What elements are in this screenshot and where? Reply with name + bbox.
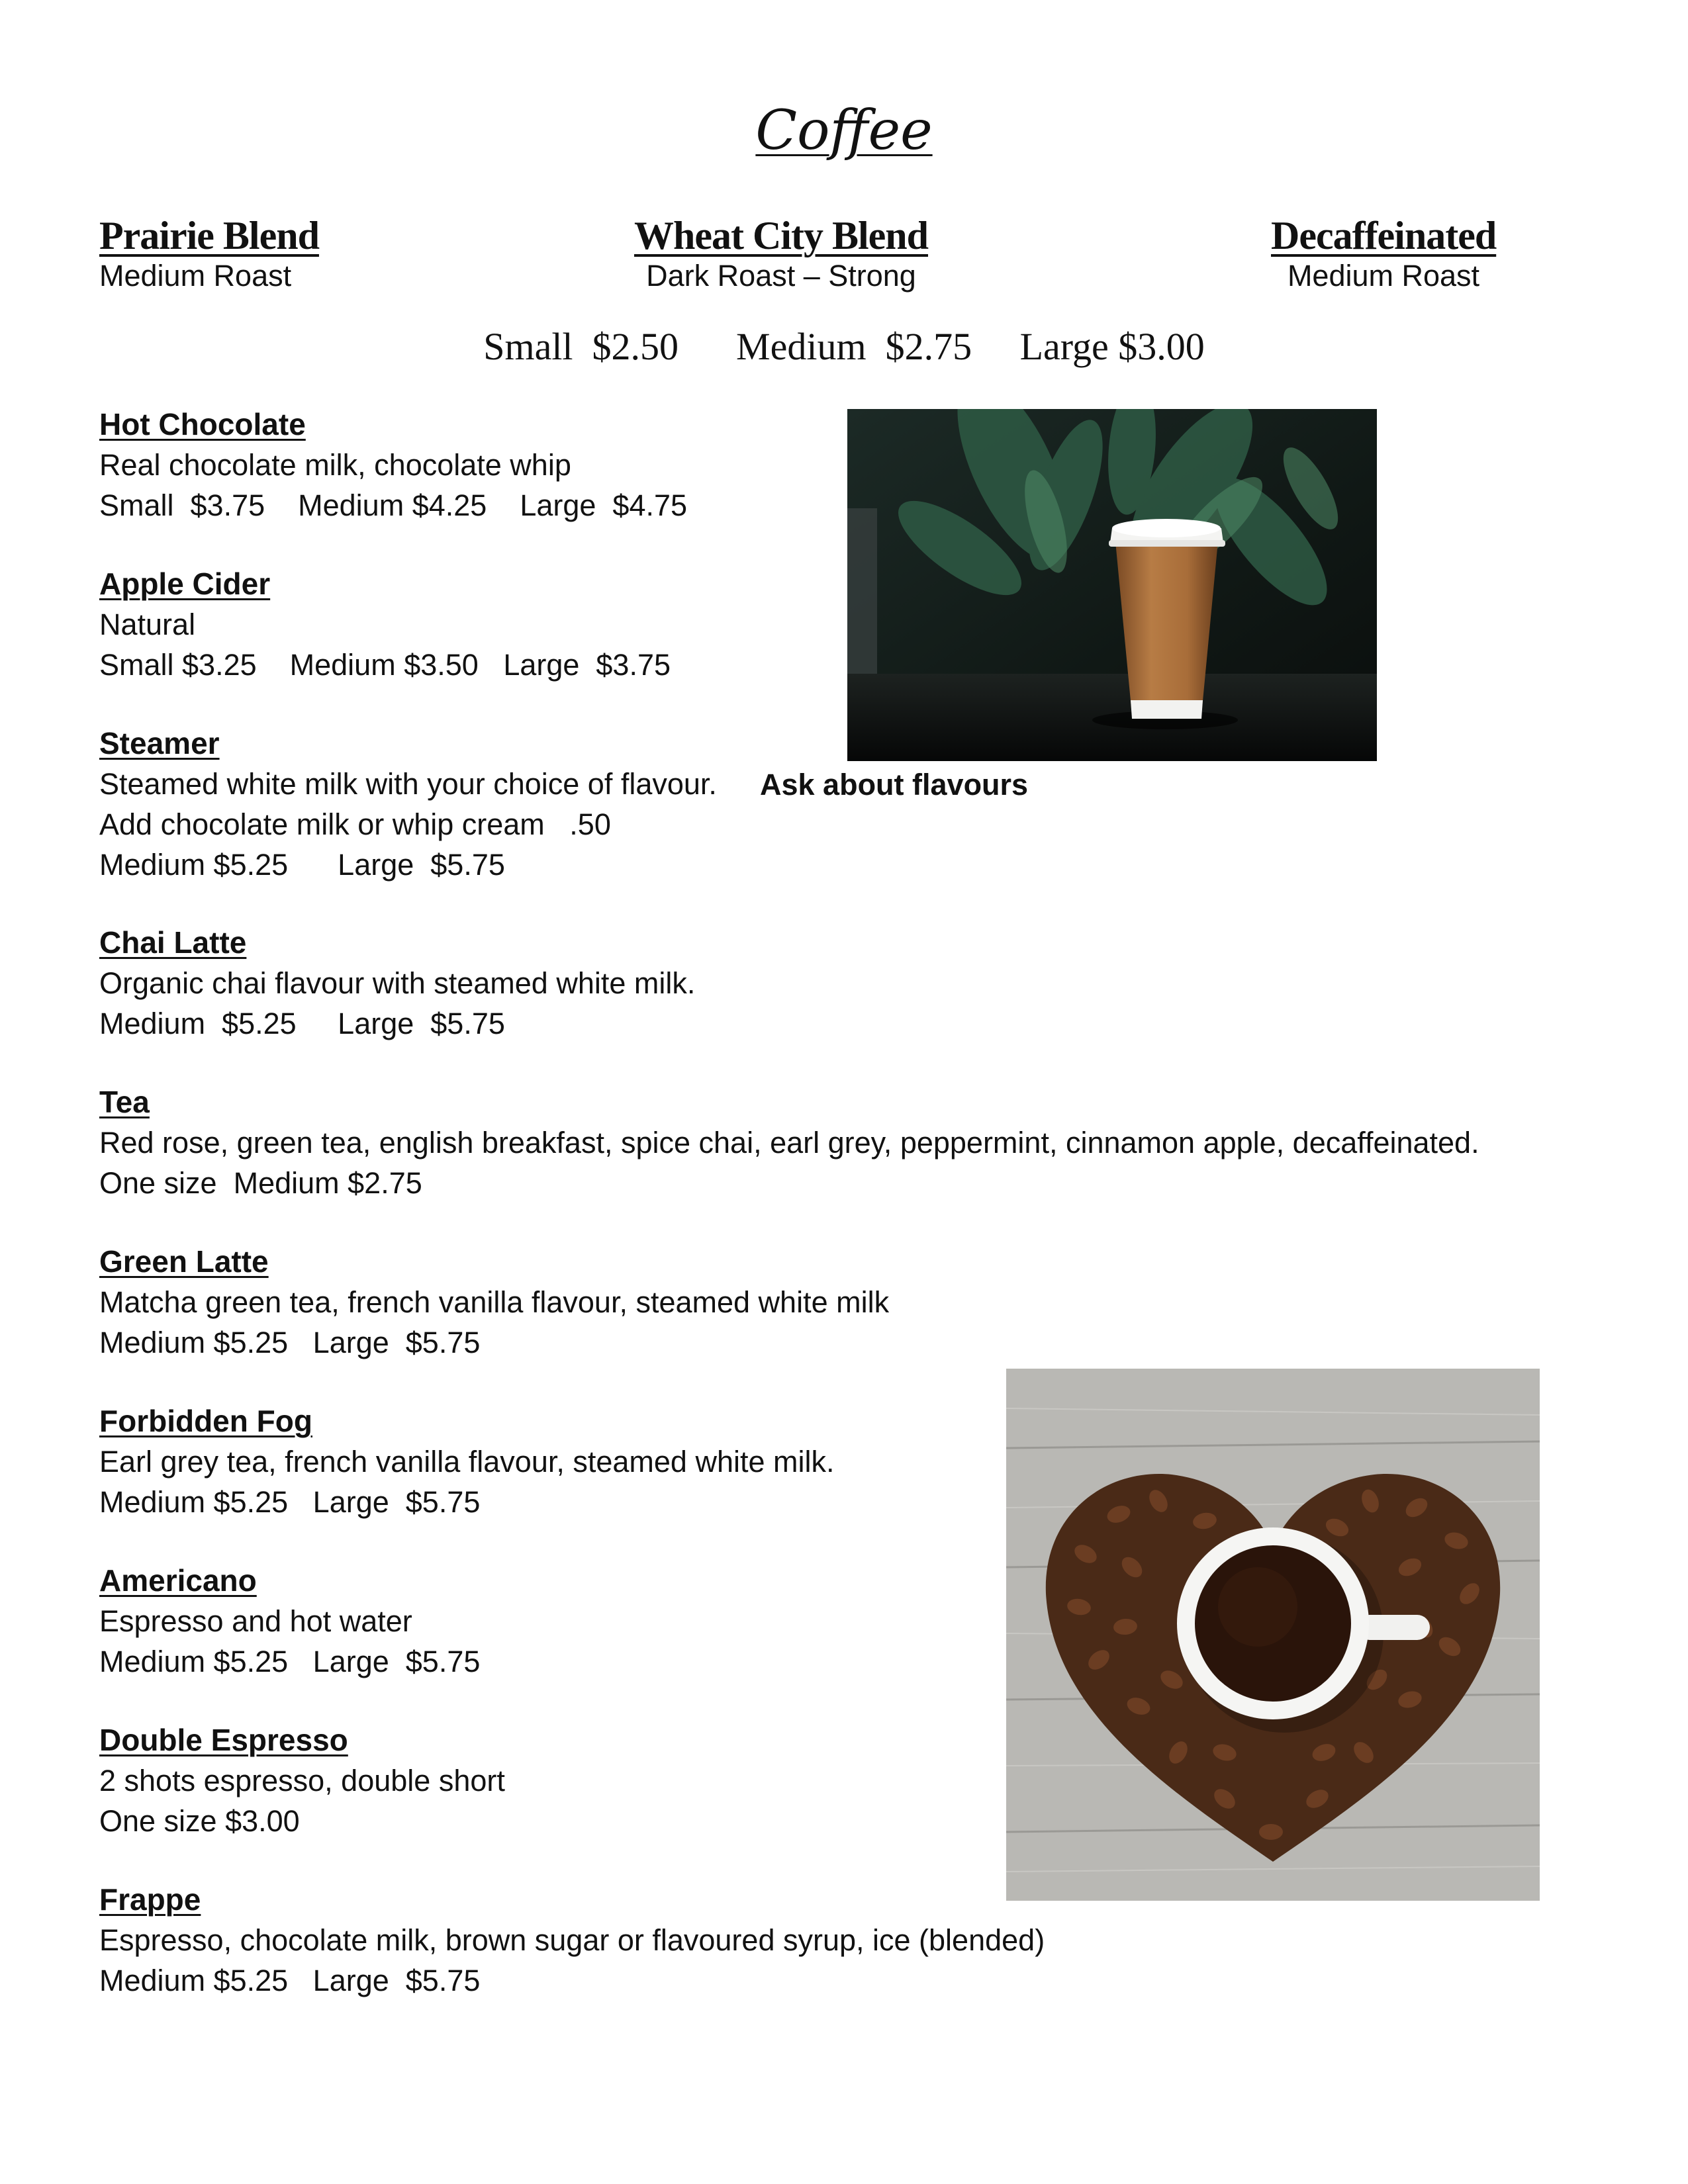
blend-name: Wheat City Blend [633, 214, 929, 257]
blend-prices: Small $2.50 Medium $2.75 Large $3.00 [483, 325, 1205, 368]
item-prices: Medium $5.25 Large $5.75 [99, 1485, 481, 1519]
item-name: Frappe [99, 1882, 201, 1917]
blend-roast: Medium Roast [99, 259, 292, 293]
item-description: 2 shots espresso, double short [99, 1764, 505, 1797]
menu-item-steamer [99, 723, 717, 885]
blend-prairie [99, 213, 319, 293]
item-name: Chai Latte [99, 925, 247, 960]
menu-item-hot-chocolate [99, 404, 687, 525]
item-name: Green Latte [99, 1244, 269, 1279]
item-prices: Medium $5.25 Large $5.75 [99, 1964, 481, 1997]
item-name: Apple Cider [99, 567, 271, 601]
blend-roast: Medium Roast [1287, 259, 1480, 293]
item-description: Steamed white milk with your choice of flavour. [99, 767, 717, 801]
menu-item-apple-cider [99, 563, 671, 685]
item-description: Real chocolate milk, chocolate whip [99, 448, 571, 482]
blend-name: Prairie Blend [99, 214, 319, 257]
menu-item-forbidden-fog [99, 1400, 835, 1522]
item-name: Forbidden Fog [99, 1404, 312, 1438]
item-name: Americano [99, 1563, 257, 1598]
item-addon: Add chocolate milk or whip cream .50 [99, 807, 611, 841]
flavours-note: Ask about flavours [760, 768, 1029, 801]
item-name: Tea [99, 1085, 150, 1119]
item-prices: One size Medium $2.75 [99, 1166, 422, 1200]
menu-item-frappe [99, 1879, 1045, 2001]
item-prices: Medium $5.25 Large $5.75 [99, 1645, 481, 1678]
menu-item-double-espresso [99, 1719, 505, 1841]
item-description: Espresso, chocolate milk, brown sugar or flavoured syrup, ice (blended) [99, 1923, 1045, 1957]
coffee-beans-heart-photo [1006, 1369, 1540, 1901]
item-description: Natural [99, 608, 196, 641]
item-name: Double Espresso [99, 1723, 348, 1757]
blend-roast: Dark Roast – Strong [646, 259, 916, 293]
item-prices: Medium $5.25 Large $5.75 [99, 848, 505, 882]
menu-item-green-latte [99, 1241, 889, 1363]
page-title: Coffee [755, 99, 933, 162]
item-prices: Small $3.75 Medium $4.25 Large $4.75 [99, 488, 688, 522]
item-prices: Medium $5.25 Large $5.75 [99, 1007, 505, 1040]
item-description: Matcha green tea, french vanilla flavour, steamed white milk [99, 1285, 890, 1319]
item-description: Red rose, green tea, english breakfast, spice chai, earl grey, peppermint, cinnamon apple, decaffeinated. [99, 1126, 1479, 1160]
blend-decaffeinated [1271, 213, 1496, 293]
blend-wheat-city [609, 213, 953, 293]
menu-item-chai-latte [99, 922, 695, 1044]
item-prices: Medium $5.25 Large $5.75 [99, 1326, 481, 1359]
item-name: Hot Chocolate [99, 407, 306, 441]
item-prices: One size $3.00 [99, 1804, 300, 1838]
item-description: Organic chai flavour with steamed white milk. [99, 966, 696, 1000]
blend-name: Decaffeinated [1271, 214, 1497, 257]
menu-item-tea [99, 1081, 1479, 1203]
item-description: Espresso and hot water [99, 1604, 412, 1638]
item-description: Earl grey tea, french vanilla flavour, steamed white milk. [99, 1445, 835, 1479]
coffee-cup-photo [847, 409, 1377, 761]
menu-item-americano [99, 1560, 480, 1682]
item-prices: Small $3.25 Medium $3.50 Large $3.75 [99, 648, 671, 682]
item-name: Steamer [99, 726, 220, 760]
